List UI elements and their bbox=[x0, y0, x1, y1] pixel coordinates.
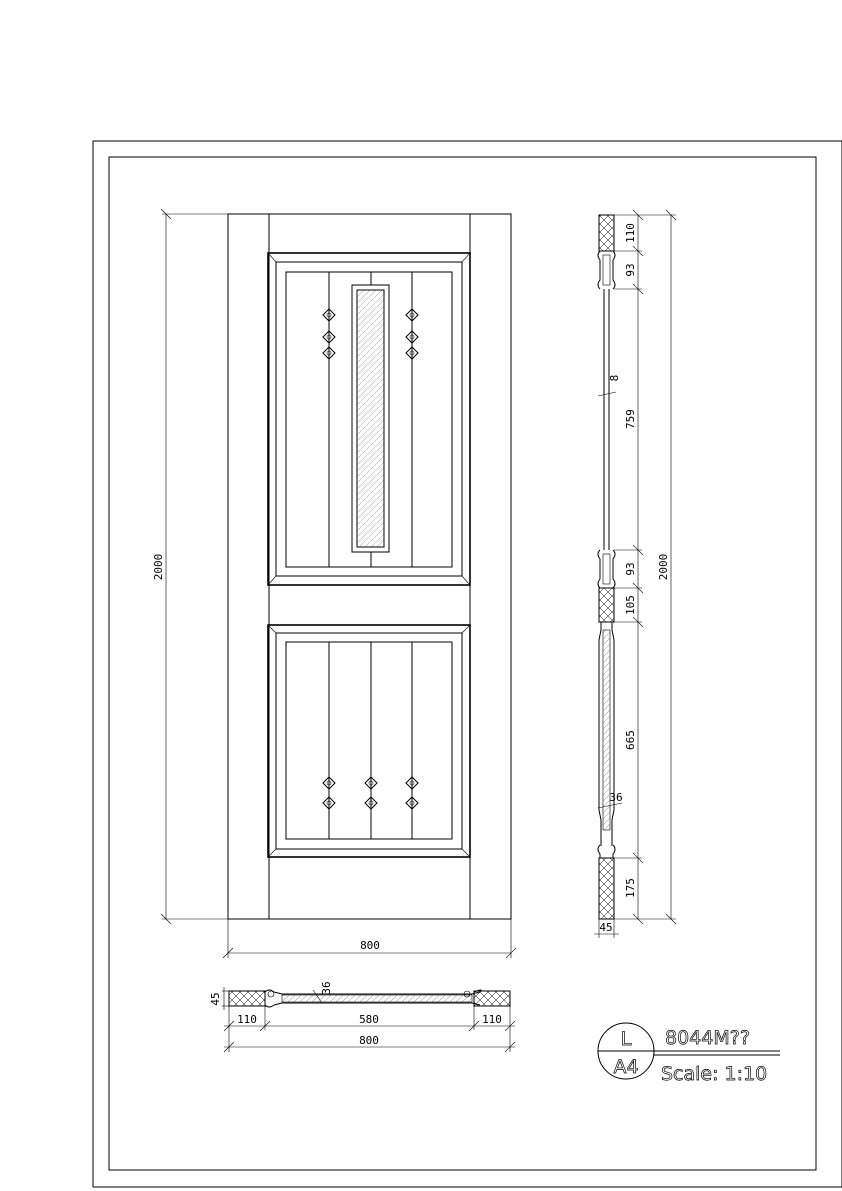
title-block bbox=[598, 1023, 780, 1085]
dim-door-thickness: 45 bbox=[599, 921, 613, 934]
paper-size: A4 bbox=[613, 1056, 639, 1078]
paper-code: L bbox=[620, 1028, 632, 1050]
plan-total-label: 800 bbox=[359, 1034, 379, 1047]
section-dimensions bbox=[614, 210, 676, 924]
plan-section bbox=[209, 981, 515, 1052]
plan-panel-thickness-label: 36 bbox=[320, 981, 333, 995]
plan-thickness-label: 45 bbox=[209, 992, 222, 1006]
dim-upper-panel: 759 bbox=[624, 409, 637, 429]
plan-stile-right-label: 110 bbox=[482, 1013, 502, 1026]
door-height-label: 2000 bbox=[152, 553, 165, 581]
dim-molding-top: 93 bbox=[624, 263, 637, 277]
vertical-section bbox=[594, 210, 676, 938]
model-number: 8044M?? bbox=[665, 1027, 750, 1049]
dim-lower-panel: 665 bbox=[624, 730, 637, 750]
dim-panel-thickness: 36 bbox=[609, 791, 623, 804]
height-dimension bbox=[152, 209, 228, 924]
scale-label: Scale: 1:10 bbox=[661, 1063, 768, 1085]
dim-glass-thickness: 8 bbox=[608, 374, 621, 382]
plan-panel-width-label: 580 bbox=[359, 1013, 379, 1026]
dim-rail-top: 110 bbox=[624, 223, 637, 243]
lower-panel bbox=[268, 625, 470, 857]
dim-bottom-rail: 175 bbox=[624, 878, 637, 898]
width-dimension bbox=[223, 919, 516, 958]
glass-pane bbox=[352, 285, 389, 552]
dim-section-height: 2000 bbox=[657, 553, 670, 581]
plan-stile-left-label: 110 bbox=[237, 1013, 257, 1026]
dim-molding-mid: 93 bbox=[624, 562, 637, 576]
upper-panel bbox=[268, 253, 470, 585]
door-width-label: 800 bbox=[360, 939, 380, 952]
dim-mid-rail: 105 bbox=[624, 595, 637, 615]
door-elevation bbox=[152, 209, 516, 958]
